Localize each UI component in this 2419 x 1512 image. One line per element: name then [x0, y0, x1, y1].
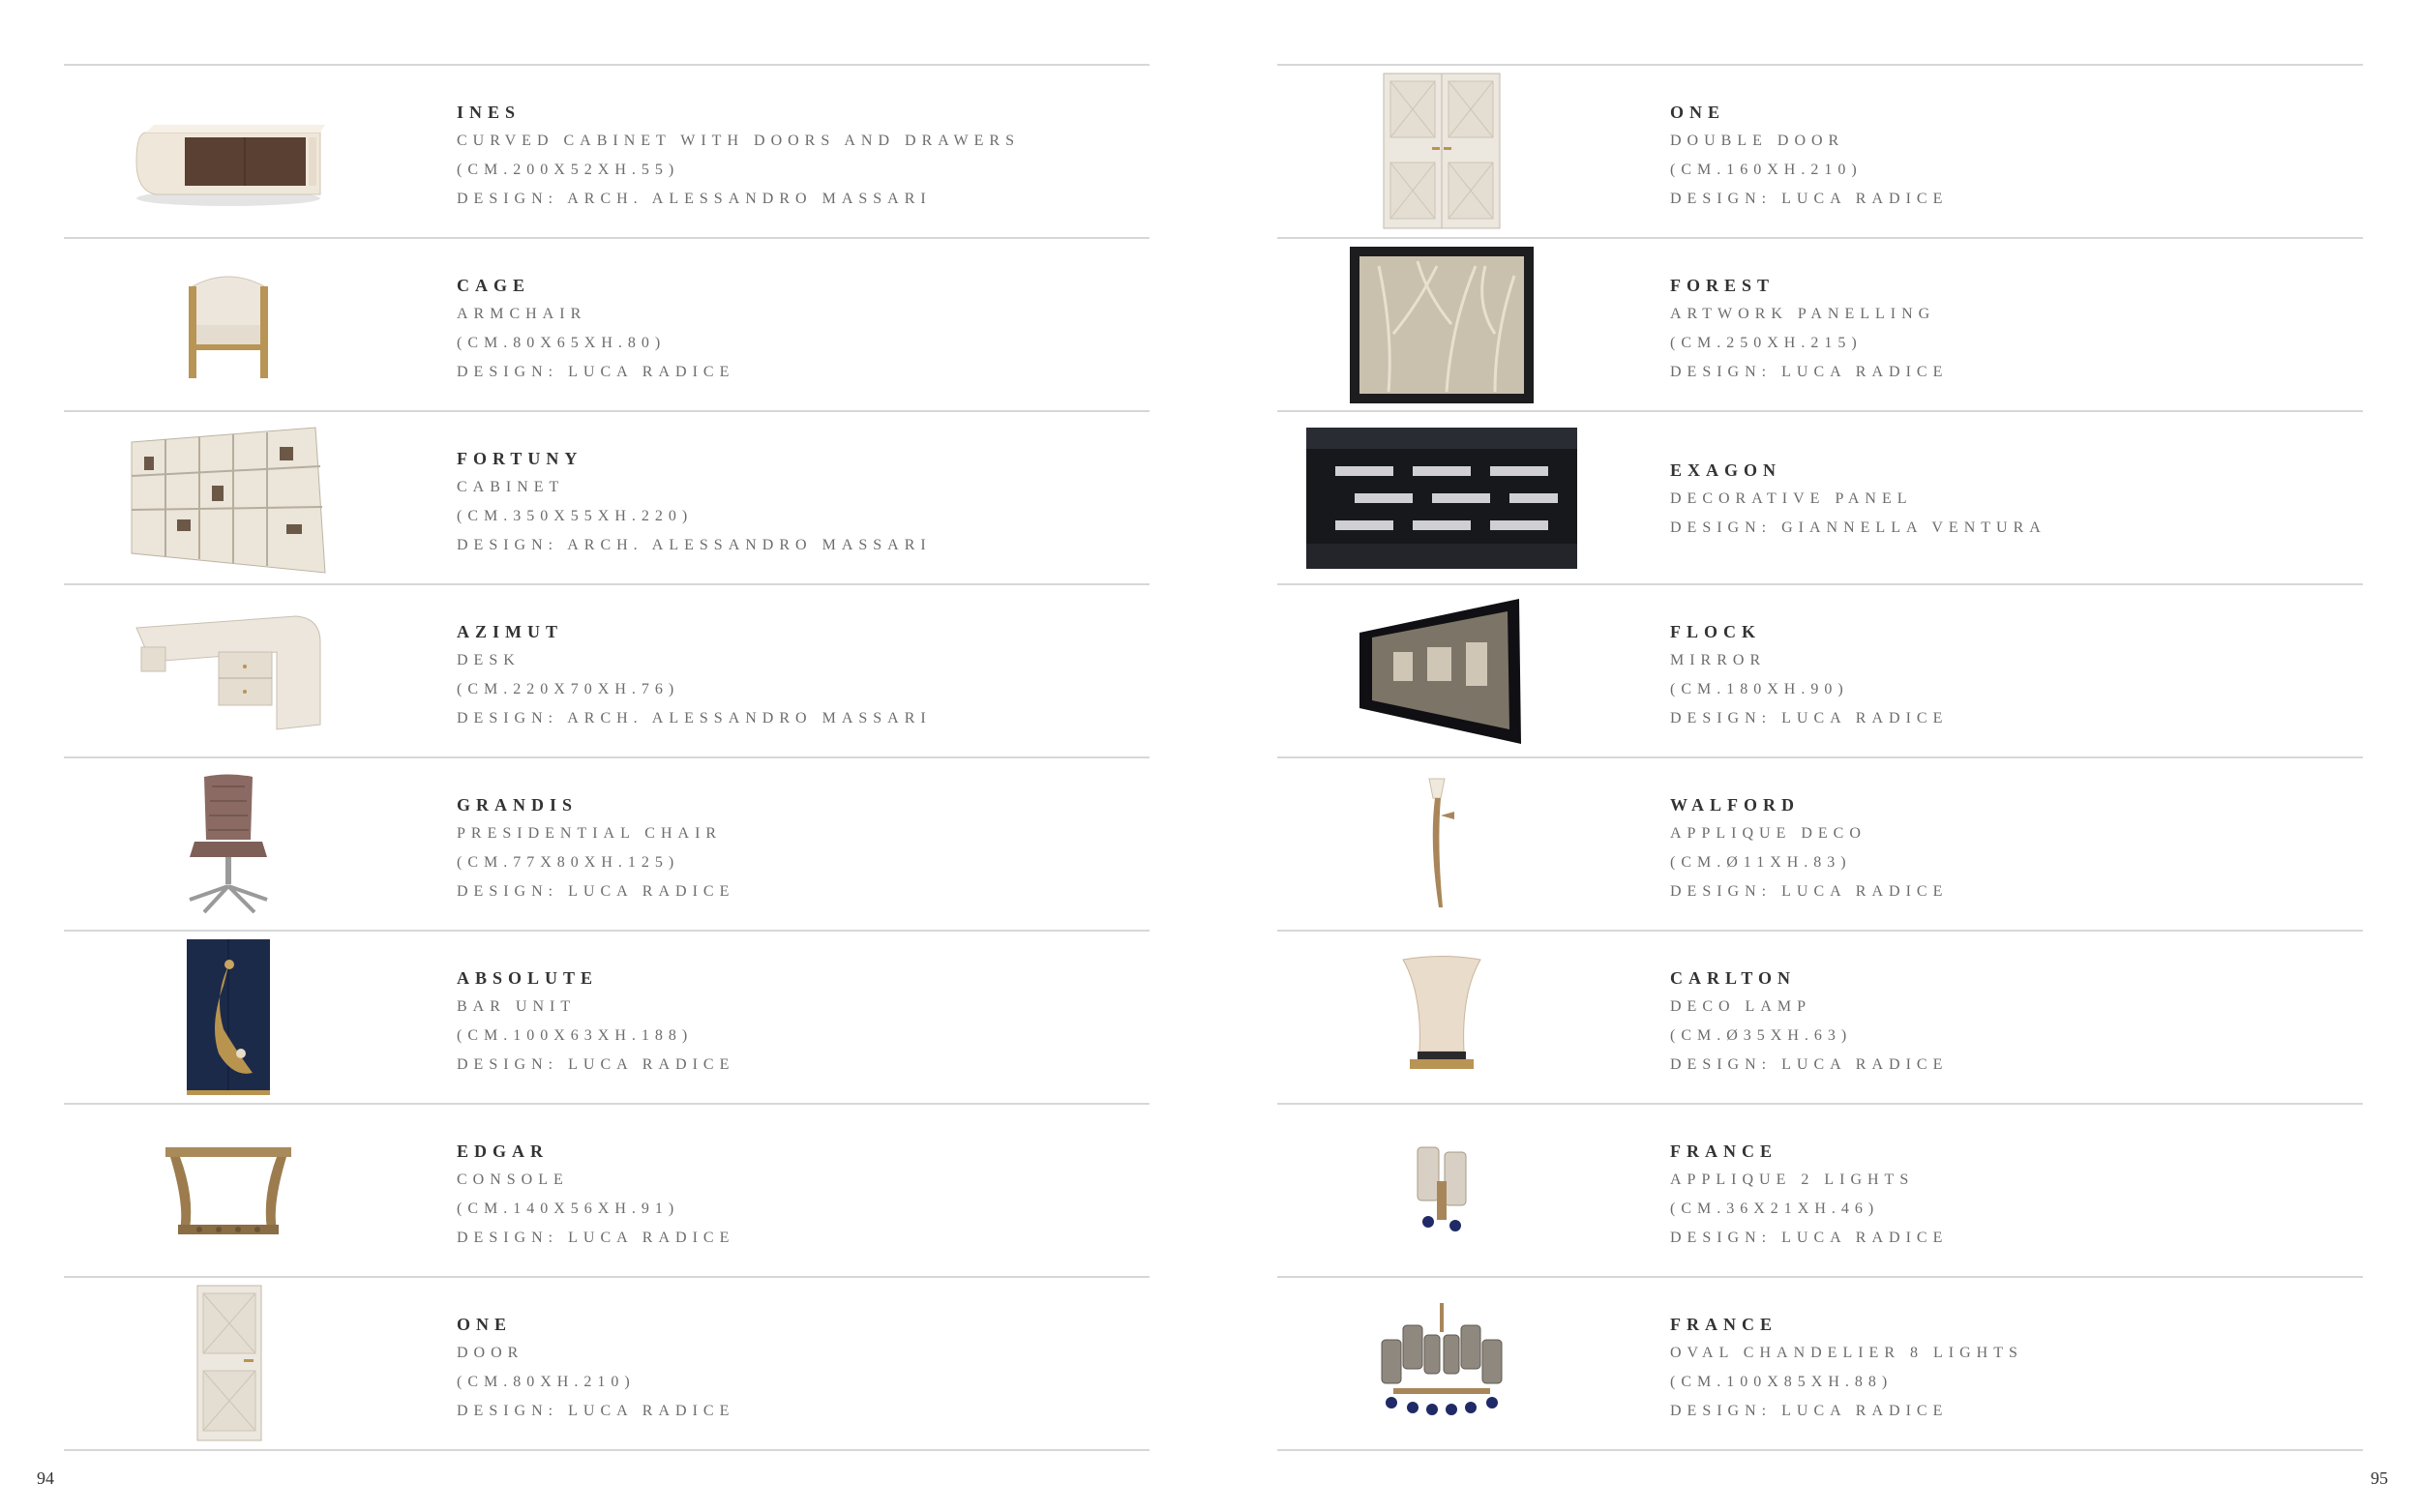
console-image — [103, 1111, 354, 1270]
product-name: ONE — [1670, 103, 1726, 122]
product-designer: DESIGN: ARCH. ALESSANDRO MASSARI — [457, 191, 932, 207]
product-row — [1277, 1278, 2363, 1451]
product-dimensions: (CM.80XH.210) — [457, 1374, 636, 1390]
product-name: ABSOLUTE — [457, 968, 599, 988]
product-name: EDGAR — [457, 1141, 550, 1161]
product-type: OVAL CHANDELIER 8 LIGHTS — [1670, 1345, 2023, 1361]
table-lamp-image — [1287, 937, 1597, 1097]
product-row — [1277, 239, 2363, 412]
product-dimensions: (CM.220X70XH.76) — [457, 681, 680, 697]
product-designer: DESIGN: LUCA RADICE — [1670, 191, 1949, 207]
product-dimensions: (CM.160XH.210) — [1670, 162, 1863, 178]
product-type: DECO LAMP — [1670, 998, 1812, 1015]
wall-sconce-image — [1287, 764, 1597, 924]
product-row — [64, 585, 1150, 758]
product-type: DOOR — [457, 1345, 524, 1361]
page-number-left: 94 — [37, 1468, 54, 1488]
product-name: WALFORD — [1670, 795, 1801, 815]
product-name: CARLTON — [1670, 968, 1797, 988]
single-door-image — [103, 1284, 354, 1443]
product-name: GRANDIS — [457, 795, 579, 815]
product-dimensions: (CM.77X80XH.125) — [457, 854, 680, 871]
product-dimensions: (CM.350X55XH.220) — [457, 508, 694, 524]
product-dimensions: (CM.Ø11XH.83) — [1670, 854, 1852, 871]
product-type: ARTWORK PANELLING — [1670, 306, 1936, 322]
product-type: APPLIQUE 2 LIGHTS — [1670, 1171, 1915, 1188]
product-row — [64, 412, 1150, 585]
product-dimensions: (CM.100X63XH.188) — [457, 1027, 694, 1044]
product-row — [64, 1105, 1150, 1278]
product-designer: DESIGN: GIANNELLA VENTURA — [1670, 519, 2046, 536]
product-type: CABINET — [457, 479, 565, 495]
product-designer: DESIGN: LUCA RADICE — [1670, 710, 1949, 726]
curved-cabinet-image — [103, 72, 354, 231]
product-designer: DESIGN: LUCA RADICE — [457, 1230, 735, 1246]
product-name: FRANCE — [1670, 1141, 1777, 1161]
product-dimensions: (CM.140X56XH.91) — [457, 1201, 680, 1217]
product-designer: DESIGN: LUCA RADICE — [1670, 1403, 1949, 1419]
product-designer: DESIGN: LUCA RADICE — [457, 364, 735, 380]
product-dimensions: (CM.180XH.90) — [1670, 681, 1849, 697]
armchair-image — [103, 245, 354, 404]
product-row — [64, 239, 1150, 412]
product-type: MIRROR — [1670, 652, 1767, 668]
product-row — [1277, 585, 2363, 758]
product-row — [1277, 932, 2363, 1105]
product-type: BAR UNIT — [457, 998, 577, 1015]
product-dimensions: (CM.36X21XH.46) — [1670, 1201, 1880, 1217]
product-designer: DESIGN: LUCA RADICE — [1670, 1056, 1949, 1073]
product-designer: DESIGN: LUCA RADICE — [1670, 1230, 1949, 1246]
product-name: FLOCK — [1670, 622, 1762, 641]
peacock-bar-unit-image — [103, 937, 354, 1097]
product-name: EXAGON — [1670, 460, 1782, 480]
product-designer: DESIGN: LUCA RADICE — [457, 1056, 735, 1073]
product-designer: DESIGN: LUCA RADICE — [457, 1403, 735, 1419]
product-row — [64, 932, 1150, 1105]
page-number-right: 95 — [2371, 1468, 2388, 1488]
product-designer: DESIGN: LUCA RADICE — [1670, 364, 1949, 380]
product-dimensions: (CM.100X85XH.88) — [1670, 1374, 1894, 1390]
right-page — [1277, 64, 2363, 1451]
product-row — [64, 66, 1150, 239]
desk-image — [103, 591, 354, 751]
double-sconce-image — [1287, 1111, 1597, 1270]
product-type: CURVED CABINET WITH DOORS AND DRAWERS — [457, 133, 1020, 149]
product-designer: DESIGN: LUCA RADICE — [457, 883, 735, 900]
product-name: CAGE — [457, 276, 531, 295]
product-type: DECORATIVE PANEL — [1670, 490, 1913, 507]
product-name: ONE — [457, 1315, 513, 1334]
product-dimensions: (CM.Ø35XH.63) — [1670, 1027, 1853, 1044]
product-name: FRANCE — [1670, 1315, 1777, 1334]
product-type: DOUBLE DOOR — [1670, 133, 1845, 149]
product-type: ARMCHAIR — [457, 306, 587, 322]
product-row — [1277, 1105, 2363, 1278]
product-type: CONSOLE — [457, 1171, 569, 1188]
product-name: INES — [457, 103, 522, 122]
double-door-image — [1287, 72, 1597, 231]
product-type: DESK — [457, 652, 521, 668]
product-row — [1277, 758, 2363, 932]
product-row — [64, 1278, 1150, 1451]
product-designer: DESIGN: ARCH. ALESSANDRO MASSARI — [457, 710, 932, 726]
office-chair-image — [103, 764, 354, 924]
product-name: FORTUNY — [457, 449, 583, 468]
product-dimensions: (CM.250XH.215) — [1670, 335, 1863, 351]
product-row — [1277, 412, 2363, 585]
product-dimensions: (CM.80X65XH.80) — [457, 335, 667, 351]
product-dimensions: (CM.200X52XH.55) — [457, 162, 680, 178]
decorative-panel-image — [1287, 418, 1597, 578]
product-name: FOREST — [1670, 276, 1776, 295]
product-designer: DESIGN: ARCH. ALESSANDRO MASSARI — [457, 537, 932, 553]
product-name: AZIMUT — [457, 622, 564, 641]
product-designer: DESIGN: LUCA RADICE — [1670, 883, 1949, 900]
left-page — [64, 64, 1150, 1451]
forest-panel-image — [1287, 245, 1597, 404]
bookcase-cabinet-image — [103, 418, 354, 578]
product-type: PRESIDENTIAL CHAIR — [457, 825, 723, 842]
product-row — [64, 758, 1150, 932]
product-row — [1277, 66, 2363, 239]
product-type: APPLIQUE DECO — [1670, 825, 1867, 842]
mirror-image — [1287, 591, 1597, 751]
chandelier-image — [1287, 1284, 1597, 1443]
